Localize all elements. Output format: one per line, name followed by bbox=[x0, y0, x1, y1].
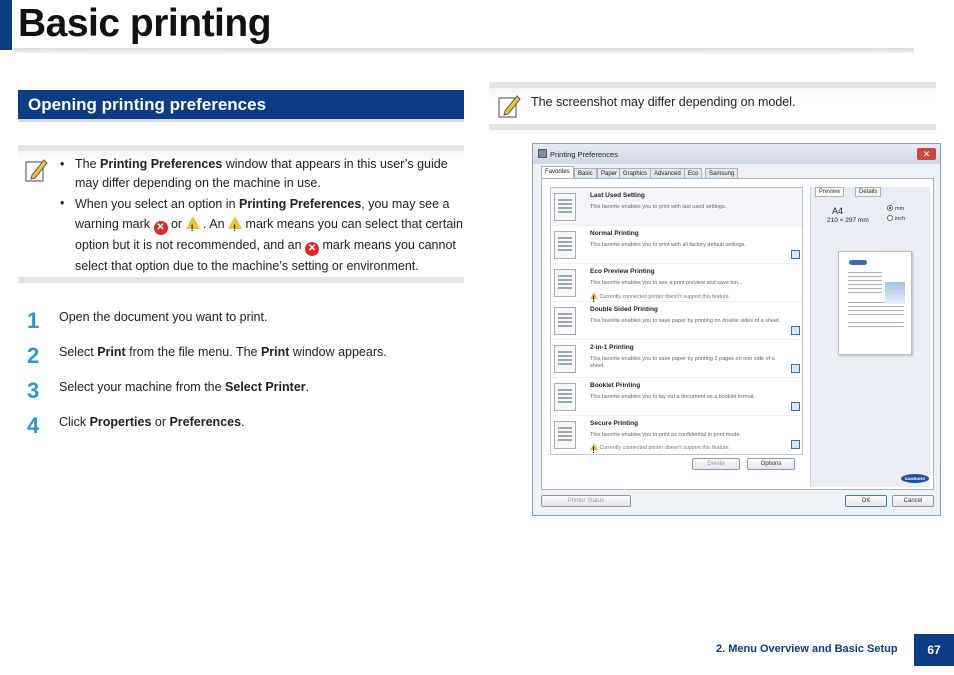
edit-icon[interactable] bbox=[791, 250, 800, 259]
tab-graphics[interactable]: Graphics bbox=[619, 168, 651, 179]
preview-image bbox=[885, 282, 905, 304]
favorite-thumbnail-icon bbox=[554, 269, 576, 297]
warning-mark-icon bbox=[590, 443, 598, 450]
favorite-thumbnail-icon bbox=[554, 307, 576, 335]
step-text: Open the document you want to print. bbox=[59, 310, 268, 324]
list-item[interactable]: Normal Printing This favorite enables you to print with all factory default settings. bbox=[551, 226, 803, 264]
samsung-logo bbox=[849, 260, 867, 265]
title-divider bbox=[14, 48, 914, 56]
tab-eco[interactable]: Eco bbox=[684, 168, 702, 179]
list-item[interactable]: Secure Printing This favorite enables you to print as confidential in print mode. ! Currently connected printer doesn't support this feature. bbox=[551, 416, 803, 454]
step-number: 2 bbox=[27, 343, 40, 368]
warning-mark-icon bbox=[186, 216, 200, 229]
error-mark-icon: ✕ bbox=[154, 221, 168, 235]
tab-basic[interactable]: Basic bbox=[574, 168, 597, 179]
step-text: Select Print from the file menu. The Print window appears. bbox=[59, 345, 387, 359]
printing-preferences-dialog bbox=[532, 143, 941, 516]
list-item[interactable]: 2-in-1 Printing This favorite enables you to save paper by printing 2 pages on one side of a sheet. bbox=[551, 340, 803, 378]
page-preview bbox=[838, 251, 912, 355]
section-heading-bar bbox=[18, 90, 464, 122]
list-item[interactable]: Booklet Printing This favorite enables you to lay out a document as a booklet format. bbox=[551, 378, 803, 416]
edit-icon[interactable] bbox=[791, 402, 800, 411]
warning-mark-icon bbox=[228, 216, 242, 229]
warning-mark-icon bbox=[590, 292, 598, 299]
unit-inch-radio[interactable]: inch bbox=[887, 215, 905, 222]
samsung-brand-logo: SAMSUNG bbox=[901, 474, 929, 483]
options-button[interactable]: Options bbox=[747, 458, 795, 470]
tab-favorites[interactable]: Favorites bbox=[541, 166, 574, 179]
unit-mm-radio[interactable]: mm bbox=[887, 205, 904, 212]
tab-samsung[interactable]: Samsung bbox=[705, 168, 738, 179]
tab-advanced[interactable]: Advanced bbox=[650, 168, 685, 179]
step-number: 4 bbox=[27, 413, 40, 438]
tab-paper[interactable]: Paper bbox=[597, 168, 621, 179]
favorite-thumbnail-icon bbox=[554, 231, 576, 259]
section-heading: Opening printing preferences bbox=[28, 95, 267, 114]
preview-tab[interactable]: Preview bbox=[815, 187, 844, 197]
favorite-thumbnail-icon bbox=[554, 193, 576, 221]
list-item[interactable]: Eco Preview Printing This favorite enables you to see a print preview and save ton... ! Currently connected printer doesn't support this feature. bbox=[551, 264, 803, 302]
favorite-thumbnail-icon bbox=[554, 345, 576, 373]
note-pencil-icon bbox=[24, 157, 48, 183]
favorites-list bbox=[550, 187, 803, 455]
favorite-thumbnail-icon bbox=[554, 421, 576, 449]
close-button[interactable]: ✕ bbox=[917, 148, 936, 160]
cancel-button[interactable]: Cancel bbox=[892, 495, 934, 507]
delete-button[interactable]: Delete bbox=[692, 458, 740, 470]
error-mark-icon: ✕ bbox=[305, 242, 319, 256]
note-pencil-icon bbox=[497, 93, 521, 119]
step-number: 1 bbox=[27, 308, 40, 333]
step-number: 3 bbox=[27, 378, 40, 403]
ok-button[interactable]: OK bbox=[845, 495, 887, 507]
dialog-title: Printing Preferences bbox=[550, 150, 618, 159]
list-item[interactable]: Last Used Setting This favorite enables you to print with last used settings. bbox=[551, 188, 803, 226]
step-text: Select your machine from the Select Printer. bbox=[59, 380, 310, 394]
list-item[interactable]: Double Sided Printing This favorite enables you to save paper by printing on double sides of a sheet. bbox=[551, 302, 803, 340]
preview-pane bbox=[810, 187, 930, 487]
note-2-text: The screenshot may differ depending on model. bbox=[531, 95, 796, 109]
dialog-titlebar bbox=[533, 144, 940, 164]
details-tab[interactable]: Details bbox=[855, 187, 881, 197]
printer-icon bbox=[538, 149, 547, 158]
printer-status-button[interactable]: Printer Status bbox=[541, 495, 631, 507]
favorite-thumbnail-icon bbox=[554, 383, 576, 411]
paper-size: A4 bbox=[832, 206, 844, 216]
printing-preferences-term: Printing Preferences bbox=[100, 157, 223, 171]
step-text: Click Properties or Preferences. bbox=[59, 415, 245, 429]
edit-icon[interactable] bbox=[791, 326, 800, 335]
favorites-panel bbox=[541, 178, 934, 490]
edit-icon[interactable] bbox=[791, 364, 800, 373]
page-number: 67 bbox=[914, 634, 954, 666]
page-title: Basic printing bbox=[18, 2, 272, 45]
title-accent-bar bbox=[0, 0, 12, 50]
footer-section: 2. Menu Overview and Basic Setup bbox=[716, 643, 898, 655]
edit-icon[interactable] bbox=[791, 440, 800, 449]
paper-dimensions: 210 × 297 mm bbox=[827, 217, 869, 224]
